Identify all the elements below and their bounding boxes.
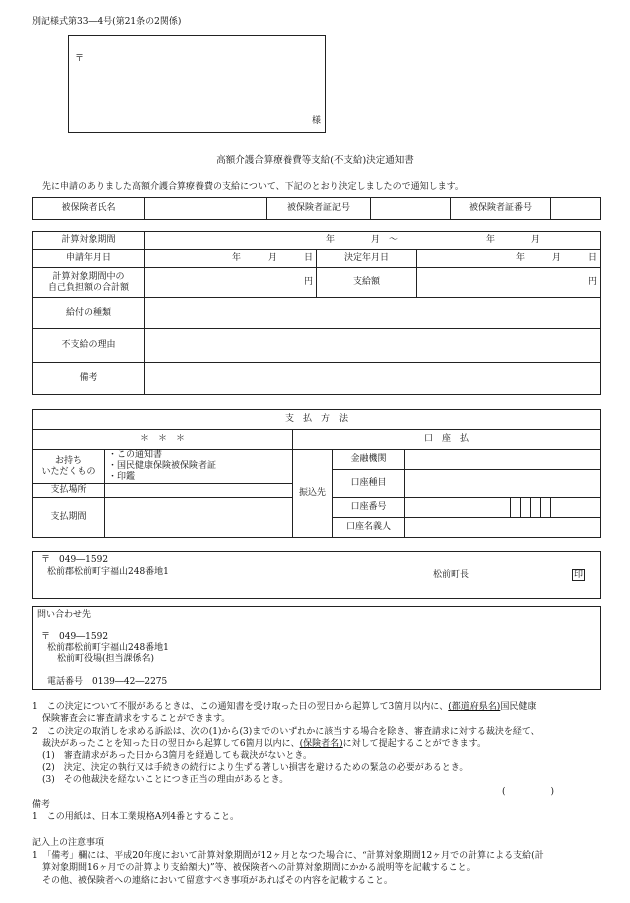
note-1-text-end: 国民健康 [500, 702, 537, 712]
form-number: 別記様式第33―4号(第21条の2関係) [32, 17, 182, 27]
benefit-type-label: 給付の種類 [33, 298, 145, 329]
note-2-text-end: に対して提起することができます。 [342, 739, 486, 749]
card-symbol-value [371, 198, 451, 220]
note-1-text: 1 この決定について不服があるときは、この通知書を受け取った日の翌日から起算して3箇月以内に、 [32, 702, 449, 712]
insured-name-label: 被保険者氏名 [33, 198, 145, 220]
contact-box [32, 606, 601, 690]
bring-item: ・印鑑 [108, 472, 136, 482]
acct-no-cell [541, 498, 551, 518]
period-pay-label: 支払期間 [33, 498, 105, 538]
issuer-mayor: 松前町長 [433, 570, 470, 580]
bring-label-line1: お持ち [54, 455, 82, 466]
decision-date-value: 年 月 日 [417, 250, 601, 268]
selfpay-label-line2: 自己負担額の合計額 [47, 282, 129, 293]
note-2-text: 裁決があったことを知った日の翌日から起算して6箇月以内に、 [42, 739, 300, 749]
note-2: 2 この決定の取消しを求める訴訟は、次の(1)から(3)までのいずれかに該当する場合を除き、審査請求に対する裁決を経て、 [32, 727, 540, 737]
period-to: 年 月 [485, 235, 540, 245]
apply-date-label: 申請年月日 [33, 250, 145, 268]
acct-no-cell [521, 498, 531, 518]
bank-value [405, 450, 601, 470]
period-from: 年 月 ～ [325, 235, 398, 245]
bank-label: 金融機関 [333, 450, 405, 470]
period-pay-value [105, 498, 293, 538]
issuer-address: 松前郡松前町宇福山248番地1 [47, 567, 169, 577]
acct-no-cell [531, 498, 541, 518]
note-2-cont [42, 739, 486, 750]
acct-type-value [405, 470, 601, 498]
bring-item: ・この通知書 [108, 450, 163, 460]
selfpay-label [33, 268, 145, 298]
acct-no-cell [405, 498, 511, 518]
address-box [68, 35, 326, 133]
official-seal: 印 [574, 570, 584, 580]
issuer-box [32, 551, 601, 599]
period-value [145, 232, 601, 250]
reason-value [145, 329, 601, 363]
remarks-heading: 備考 [32, 800, 51, 810]
card-number-label: 被保険者証番号 [451, 198, 551, 220]
benefit-type-value [145, 298, 601, 329]
note-1 [32, 702, 536, 713]
acct-name-value [405, 518, 601, 538]
bring-label [33, 450, 105, 484]
card-symbol-label: 被保険者証記号 [267, 198, 371, 220]
remarks-item-1: 1 この用紙は、日本工業規格A列4番とすること。 [32, 812, 239, 822]
transfer-label: 振込先 [293, 450, 333, 538]
contact-postal: 〒 049―1592 [41, 632, 109, 642]
note-2-insurer: (保険者名) [299, 739, 343, 749]
insured-table [32, 197, 601, 220]
issuer-postal: 〒 049―1592 [41, 555, 109, 565]
instruction-1-cont: 算対象期間16ヶ月での計算より支給額大)”等、被保険者への計算対象期間にかかる説明等を記載すること。 [42, 863, 476, 873]
place-label: 支払場所 [33, 484, 105, 498]
bring-items [105, 450, 293, 484]
acct-no-label: 口座番号 [333, 498, 405, 518]
reason-label: 不支給の理由 [33, 329, 145, 363]
acct-no-cell [511, 498, 521, 518]
intro-text: 先に申請のありました高額介護合算療養費の支給について、下記のとおり決定しましたので通知します。 [42, 182, 464, 192]
instructions-heading: 記入上の注意事項 [32, 838, 105, 848]
remarks-value [145, 363, 601, 395]
acct-type-label: 口座種目 [333, 470, 405, 498]
note-sub-2: (2) 決定、決定の執行又は手続きの続行により生ずる著しい損害を避けるための緊急の必要があるとき。 [42, 763, 469, 773]
note-sub-1: (1) 審査請求があった日から3箇月を経過しても裁決がないとき。 [42, 751, 313, 761]
decision-date-label: 決定年月日 [317, 250, 417, 268]
honorific: 様 [311, 116, 321, 126]
payment-amount-label: 支給額 [317, 268, 417, 298]
apply-date-value: 年 月 日 [145, 250, 317, 268]
page-title: 高額介護合算療養費等支給(不支給)決定通知書 [216, 155, 414, 166]
bring-item: ・国民健康保険被保険者証 [108, 461, 217, 471]
payment-right-header: 口 座 払 [293, 430, 601, 450]
contact-address: 松前郡松前町宇福山248番地1 [47, 643, 169, 653]
acct-name-label: 口座名義人 [333, 518, 405, 538]
instruction-1: 1 「備考」欄には、平成20年度において計算対象期間が12ヶ月となつた場合に、“計算対象期間12ヶ月での計算による支給(計 [32, 851, 544, 861]
payment-header: 支 払 方 法 [33, 410, 601, 430]
payment-table [32, 409, 601, 538]
note-sub-3: (3) その他裁決を経ないことにつき正当の理由があるとき。 [42, 775, 289, 785]
selfpay-label-line1: 計算対象期間中の [52, 271, 125, 282]
contact-phone: 電話番号 0139―42―2275 [47, 677, 168, 687]
note-1-cont: 保険審査会に審査請求をすることができます。 [42, 714, 231, 724]
remarks-label: 備考 [33, 363, 145, 395]
acct-no-cell [551, 498, 601, 518]
card-number-value [551, 198, 601, 220]
place-value [105, 484, 293, 498]
note-1-prefecture: (都道府県名) [448, 702, 501, 712]
payment-amount-yen: 円 [417, 268, 601, 298]
contact-heading: 問い合わせ先 [37, 610, 92, 620]
payment-left-header: ＊ ＊ ＊ [33, 430, 293, 450]
period-label: 計算対象期間 [33, 232, 145, 250]
details-table [32, 231, 601, 395]
bring-label-line2: いただくもの [41, 466, 96, 477]
postal-mark: 〒 [75, 54, 85, 64]
insured-name-value [145, 198, 267, 220]
selfpay-yen: 円 [145, 268, 317, 298]
instruction-1-other: その他、被保険者への連絡において留意すべき事項があればその内容を記載すること。 [42, 876, 393, 886]
note-paren: ( ) [502, 787, 555, 797]
contact-office: 松前町役場(担当課係名) [57, 654, 155, 664]
